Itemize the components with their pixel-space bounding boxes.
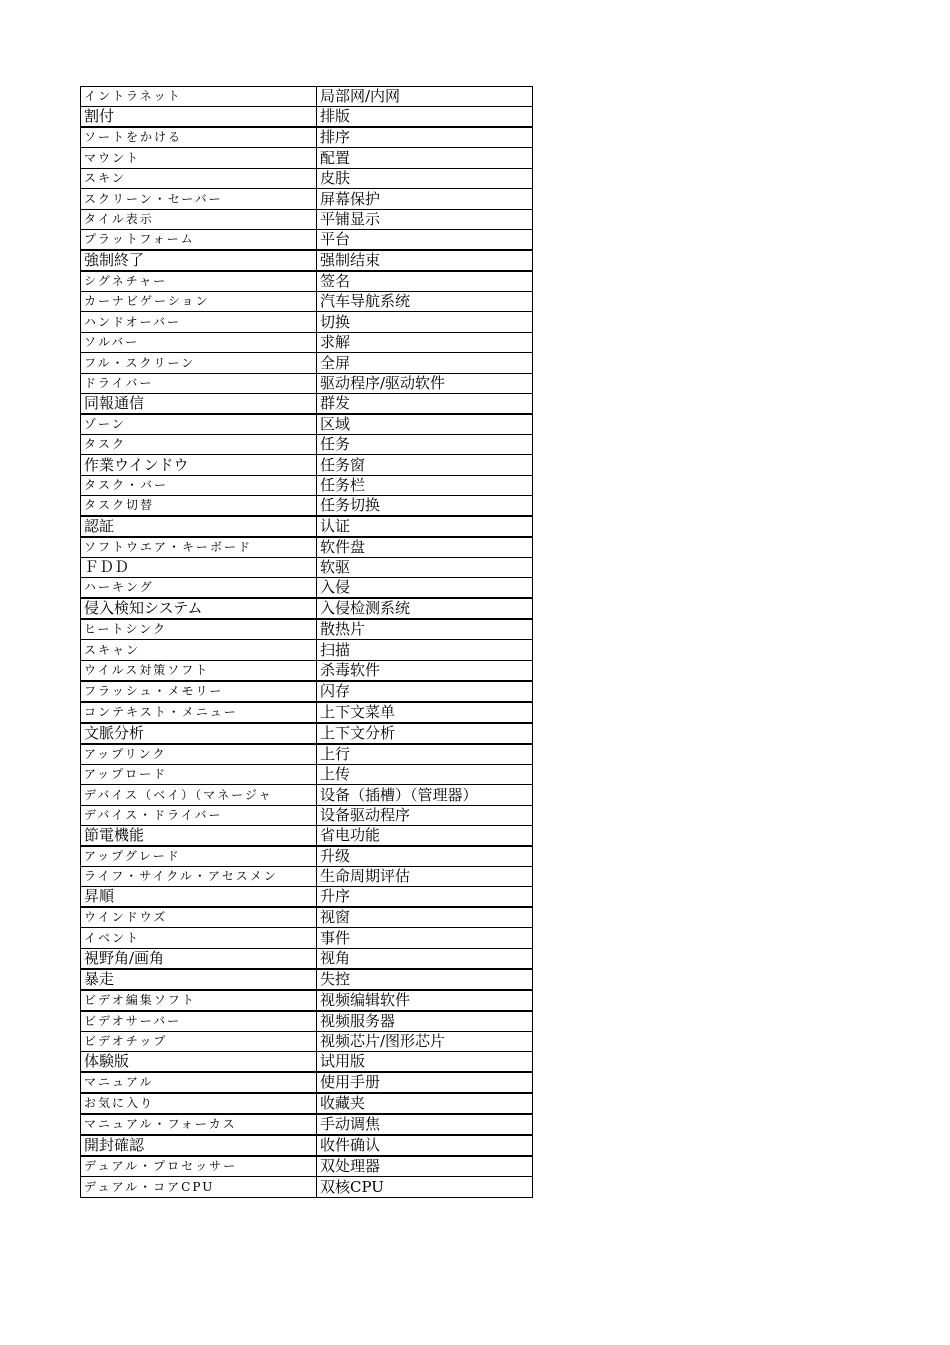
japanese-term-cell: ウインドウズ [81, 907, 317, 928]
chinese-term-cell: 配置 [317, 148, 533, 168]
japanese-term-cell: 侵入検知システム [81, 598, 317, 619]
table-row [81, 271, 533, 292]
table-row [81, 496, 533, 517]
table-row [81, 1114, 533, 1135]
japanese-term-cell: フラッシュ・メモリー [81, 681, 317, 702]
chinese-term-cell: 收件确认 [317, 1135, 533, 1156]
japanese-term-cell: アップグレード [81, 846, 317, 867]
table-row [81, 702, 533, 723]
japanese-term-cell: ヒートシンク [81, 619, 317, 640]
chinese-term-cell: 任务窗 [317, 455, 533, 475]
table-row [81, 475, 533, 495]
table-row [81, 209, 533, 229]
table-row [81, 785, 533, 805]
japanese-term-cell: タスク [81, 434, 317, 454]
japanese-term-cell: イベント [81, 928, 317, 948]
chinese-term-cell: 任务栏 [317, 475, 533, 495]
chinese-term-cell: 切换 [317, 312, 533, 332]
japanese-term-cell: タスク切替 [81, 496, 317, 517]
japanese-term-cell: フル・スクリーン [81, 353, 317, 373]
chinese-term-cell: 生命周期评估 [317, 867, 533, 887]
chinese-term-cell: 使用手册 [317, 1072, 533, 1093]
japanese-term-cell: 文脈分析 [81, 723, 317, 744]
japanese-term-cell: 割付 [81, 107, 317, 128]
japanese-term-cell: デバイス（ベイ）（マネージャ [81, 785, 317, 805]
japanese-term-cell: ウイルス対策ソフト [81, 660, 317, 681]
table-row [81, 168, 533, 188]
chinese-term-cell: 扫描 [317, 640, 533, 660]
japanese-term-cell: タスク・バー [81, 475, 317, 495]
japanese-term-cell: ゾーン [81, 414, 317, 435]
table-row [81, 867, 533, 887]
japanese-term-cell: ビデオチップ [81, 1031, 317, 1051]
chinese-term-cell: 视角 [317, 948, 533, 969]
table-row [81, 353, 533, 373]
table-row [81, 1135, 533, 1156]
table-row [81, 332, 533, 352]
chinese-term-cell: 上下文菜单 [317, 702, 533, 723]
table-row [81, 969, 533, 990]
japanese-term-cell: マニュアル [81, 1072, 317, 1093]
japanese-term-cell: スキン [81, 168, 317, 188]
chinese-term-cell: 屏幕保护 [317, 189, 533, 209]
table-row [81, 1072, 533, 1093]
japanese-term-cell: 強制終了 [81, 250, 317, 271]
japanese-term-cell: ドライバー [81, 373, 317, 393]
chinese-term-cell: 视频芯片/图形芯片 [317, 1031, 533, 1051]
chinese-term-cell: 升级 [317, 846, 533, 867]
japanese-term-cell: デュアル・プロセッサー [81, 1156, 317, 1177]
japanese-term-cell: ソルバー [81, 332, 317, 352]
table-row [81, 414, 533, 435]
japanese-term-cell: 開封確認 [81, 1135, 317, 1156]
chinese-term-cell: 闪存 [317, 681, 533, 702]
japanese-term-cell: ハーキング [81, 578, 317, 599]
chinese-term-cell: 汽车导航系统 [317, 291, 533, 311]
table-row [81, 1011, 533, 1032]
table-row [81, 598, 533, 619]
japanese-term-cell: コンテキスト・メニュー [81, 702, 317, 723]
chinese-term-cell: 双处理器 [317, 1156, 533, 1177]
chinese-term-cell: 皮肤 [317, 168, 533, 188]
table-row [81, 948, 533, 969]
japanese-term-cell: アップロード [81, 764, 317, 784]
chinese-term-cell: 设备驱动程序 [317, 805, 533, 825]
chinese-term-cell: 事件 [317, 928, 533, 948]
chinese-term-cell: 驱动程序/驱动软件 [317, 373, 533, 393]
table-row [81, 907, 533, 928]
table-row [81, 1093, 533, 1114]
japanese-term-cell: 昇順 [81, 887, 317, 908]
table-row [81, 291, 533, 311]
chinese-term-cell: 强制结束 [317, 250, 533, 271]
chinese-term-cell: 任务 [317, 434, 533, 454]
table-row [81, 516, 533, 537]
japanese-term-cell: ハンドオーバー [81, 312, 317, 332]
japanese-term-cell: 節電機能 [81, 826, 317, 847]
chinese-term-cell: 上下文分析 [317, 723, 533, 744]
japanese-term-cell: ＦＤＤ [81, 558, 317, 578]
table-row [81, 107, 533, 128]
chinese-term-cell: 双核CPU [317, 1177, 533, 1197]
japanese-term-cell: スキャン [81, 640, 317, 660]
chinese-term-cell: 设备（插槽）（管理器） [317, 785, 533, 805]
glossary-table [80, 86, 533, 1198]
table-row [81, 723, 533, 744]
chinese-term-cell: 散热片 [317, 619, 533, 640]
japanese-term-cell: デュアル・コアCPU [81, 1177, 317, 1197]
chinese-term-cell: 全屏 [317, 353, 533, 373]
table-row [81, 640, 533, 660]
chinese-term-cell: 上传 [317, 764, 533, 784]
chinese-term-cell: 视窗 [317, 907, 533, 928]
japanese-term-cell: アップリンク [81, 744, 317, 765]
japanese-term-cell: マウント [81, 148, 317, 168]
table-row [81, 373, 533, 393]
chinese-term-cell: 平铺显示 [317, 209, 533, 229]
chinese-term-cell: 上行 [317, 744, 533, 765]
table-row [81, 681, 533, 702]
chinese-term-cell: 软件盘 [317, 537, 533, 558]
japanese-term-cell: マニュアル・フォーカス [81, 1114, 317, 1135]
japanese-term-cell: 作業ウインドウ [81, 455, 317, 475]
japanese-term-cell: ソフトウエア・キーボード [81, 537, 317, 558]
chinese-term-cell: 区域 [317, 414, 533, 435]
chinese-term-cell: 入侵检测系统 [317, 598, 533, 619]
table-row [81, 537, 533, 558]
table-row [81, 990, 533, 1011]
chinese-term-cell: 排序 [317, 127, 533, 148]
table-row [81, 127, 533, 148]
table-row [81, 660, 533, 681]
table-row [81, 148, 533, 168]
chinese-term-cell: 平台 [317, 229, 533, 250]
chinese-term-cell: 手动调焦 [317, 1114, 533, 1135]
japanese-term-cell: 体験版 [81, 1052, 317, 1073]
table-row [81, 1177, 533, 1197]
table-row [81, 744, 533, 765]
chinese-term-cell: 试用版 [317, 1052, 533, 1073]
japanese-term-cell: ソートをかける [81, 127, 317, 148]
table-row [81, 1031, 533, 1051]
japanese-term-cell: プラットフォーム [81, 229, 317, 250]
japanese-term-cell: ビデオ編集ソフト [81, 990, 317, 1011]
table-row [81, 846, 533, 867]
chinese-term-cell: 失控 [317, 969, 533, 990]
japanese-term-cell: お気に入り [81, 1093, 317, 1114]
table-row [81, 1052, 533, 1073]
chinese-term-cell: 入侵 [317, 578, 533, 599]
chinese-term-cell: 排版 [317, 107, 533, 128]
chinese-term-cell: 局部网/内网 [317, 87, 533, 107]
chinese-term-cell: 任务切换 [317, 496, 533, 517]
table-row [81, 578, 533, 599]
table-row [81, 250, 533, 271]
japanese-term-cell: ビデオサーバー [81, 1011, 317, 1032]
table-row [81, 805, 533, 825]
table-row [81, 87, 533, 107]
chinese-term-cell: 签名 [317, 271, 533, 292]
japanese-term-cell: 認証 [81, 516, 317, 537]
chinese-term-cell: 认证 [317, 516, 533, 537]
table-row [81, 455, 533, 475]
table-row [81, 558, 533, 578]
table-row [81, 826, 533, 847]
japanese-term-cell: 暴走 [81, 969, 317, 990]
table-row [81, 312, 533, 332]
japanese-term-cell: デバイス・ドライバー [81, 805, 317, 825]
japanese-term-cell: カーナビゲーション [81, 291, 317, 311]
chinese-term-cell: 省电功能 [317, 826, 533, 847]
japanese-term-cell: ライフ・サイクル・アセスメン [81, 867, 317, 887]
japanese-term-cell: 視野角/画角 [81, 948, 317, 969]
table-row [81, 887, 533, 908]
table-row [81, 393, 533, 414]
table-row [81, 229, 533, 250]
table-row [81, 189, 533, 209]
japanese-term-cell: シグネチャー [81, 271, 317, 292]
japanese-term-cell: スクリーン・セーバー [81, 189, 317, 209]
table-row [81, 928, 533, 948]
japanese-term-cell: タイル表示 [81, 209, 317, 229]
table-row [81, 1156, 533, 1177]
japanese-term-cell: イントラネット [81, 87, 317, 107]
glossary-body [81, 87, 533, 1198]
chinese-term-cell: 软驱 [317, 558, 533, 578]
table-row [81, 764, 533, 784]
chinese-term-cell: 视频服务器 [317, 1011, 533, 1032]
chinese-term-cell: 收藏夹 [317, 1093, 533, 1114]
table-row [81, 434, 533, 454]
chinese-term-cell: 群发 [317, 393, 533, 414]
chinese-term-cell: 求解 [317, 332, 533, 352]
chinese-term-cell: 视频编辑软件 [317, 990, 533, 1011]
japanese-term-cell: 同報通信 [81, 393, 317, 414]
table-row [81, 619, 533, 640]
chinese-term-cell: 杀毒软件 [317, 660, 533, 681]
chinese-term-cell: 升序 [317, 887, 533, 908]
